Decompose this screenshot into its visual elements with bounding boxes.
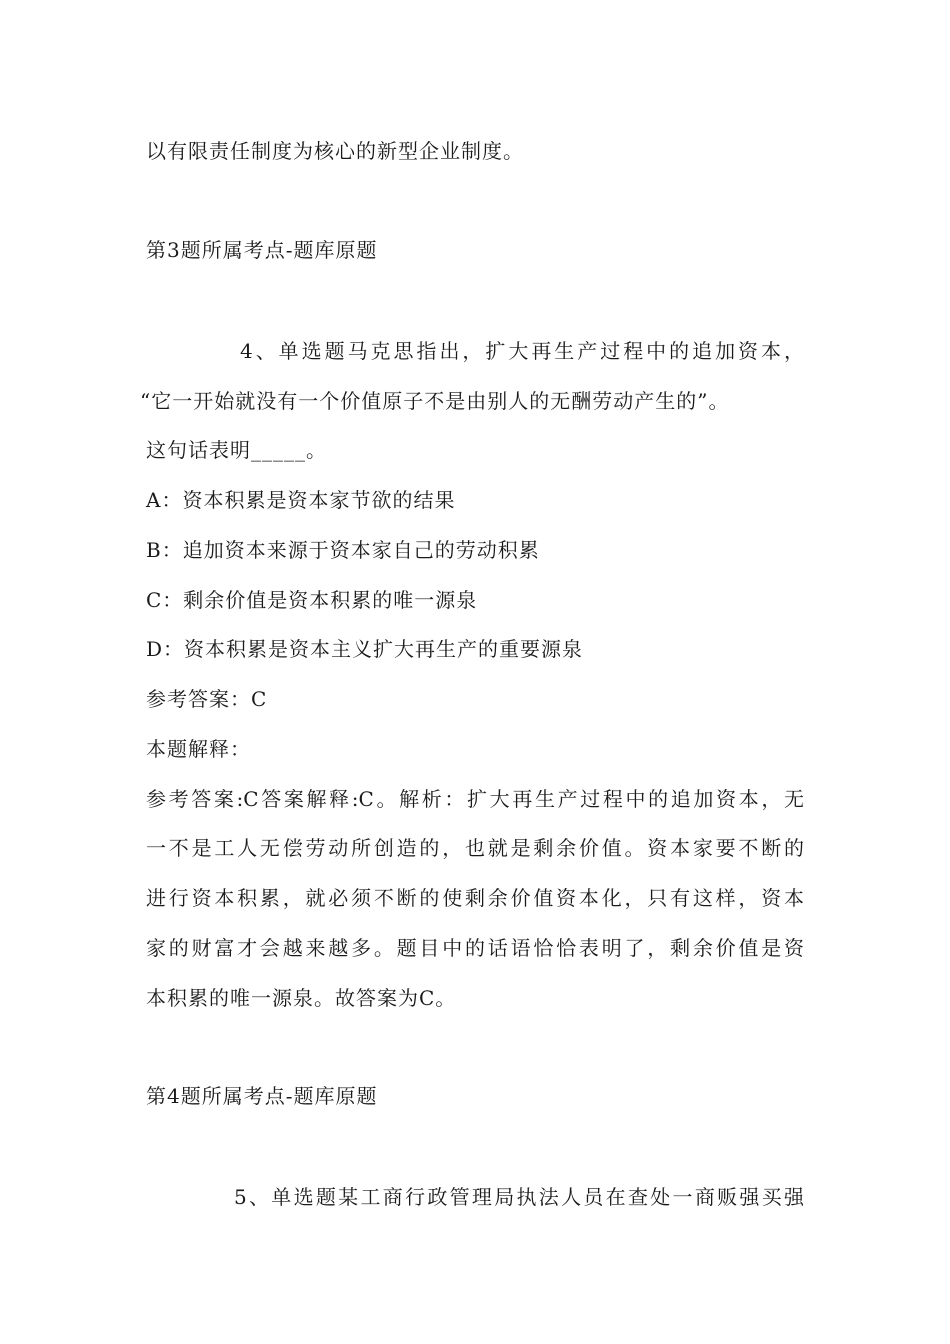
q4-stem-line1: 4、单选题马克思指出，扩大再生产过程中的追加资本， xyxy=(240,339,804,363)
q4-explanation-line5: 本积累的唯一源泉。故答案为C。 xyxy=(146,986,457,1010)
q4-option-c: C：剩余价值是资本积累的唯一源泉 xyxy=(146,588,478,612)
q4-stem-line2: “它一开始就没有一个价值原子不是由别人的无酬劳动产生的”。 xyxy=(140,389,730,413)
q4-option-b: B：追加资本来源于资本家自己的劳动积累 xyxy=(146,538,540,562)
q5-stem-line1: 5、单选题某工商行政管理局执法人员在查处一商贩强买强 xyxy=(234,1185,804,1209)
q3-topic-label: 第3题所属考点-题库原题 xyxy=(146,238,378,262)
q4-explanation-line4: 家的财富才会越来越多。题目中的话语恰恰表明了，剩余价值是资 xyxy=(146,936,804,960)
q4-answer: 参考答案：C xyxy=(146,687,268,711)
intro-text: 以有限责任制度为核心的新型企业制度。 xyxy=(146,139,524,163)
q4-stem-line3: 这句话表明_____。 xyxy=(146,438,327,462)
q4-explanation-line1: 参考答案:C答案解释:C。解析：扩大再生产过程中的追加资本，无 xyxy=(146,787,804,811)
q4-explanation-line2: 一不是工人无偿劳动所创造的，也就是剩余价值。资本家要不断的 xyxy=(146,836,804,860)
q4-topic-label: 第4题所属考点-题库原题 xyxy=(146,1084,378,1108)
q4-option-a: A：资本积累是资本家节欲的结果 xyxy=(146,488,456,512)
q4-explanation-heading: 本题解释： xyxy=(146,737,251,761)
q4-option-d: D：资本积累是资本主义扩大再生产的重要源泉 xyxy=(146,637,584,661)
q4-explanation-line3: 进行资本积累，就必须不断的使剩余价值资本化，只有这样，资本 xyxy=(146,886,804,910)
